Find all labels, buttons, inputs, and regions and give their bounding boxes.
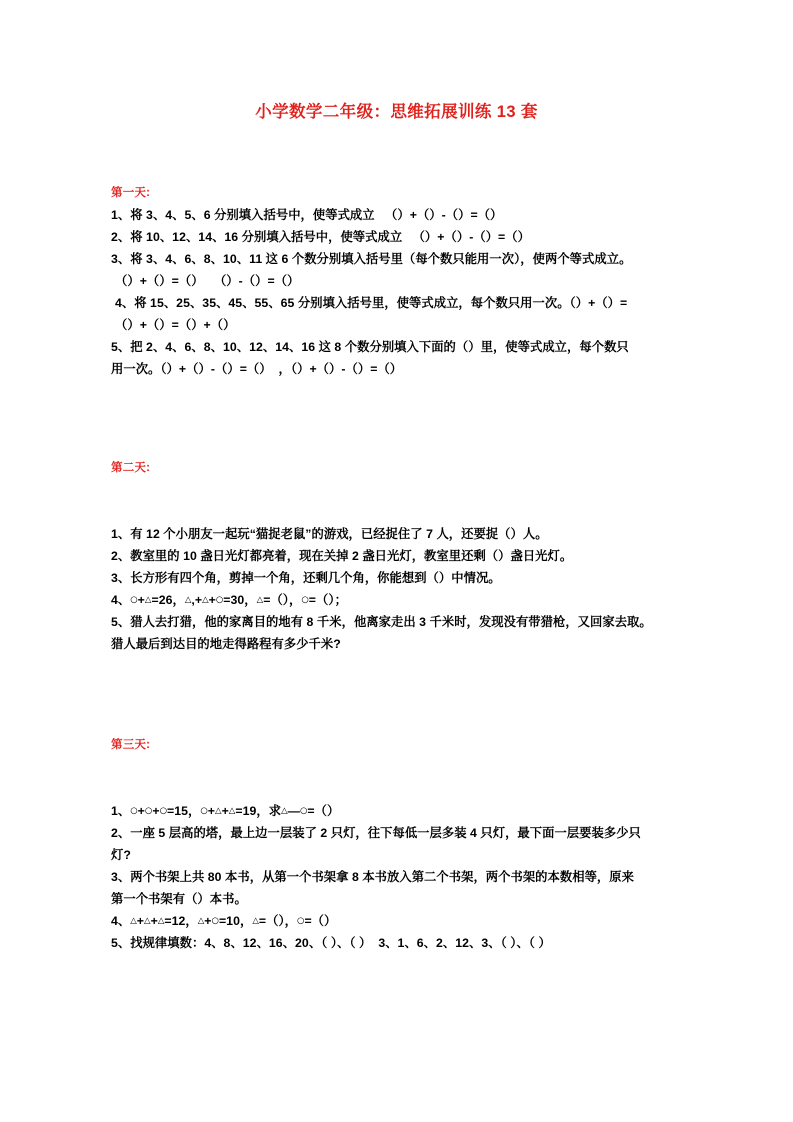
triangle-symbol: △: [144, 916, 151, 926]
triangle-symbol: △: [144, 595, 152, 605]
exercise-line: 用一次。（）+（）-（）=（） ，（）+（）-（）=（）: [111, 362, 403, 376]
circle-symbol: ○: [215, 595, 224, 605]
section-heading-day-2: 第二天:: [111, 462, 151, 474]
triangle-symbol: △: [197, 916, 205, 926]
exercise-line: （）+（）=（）+（）: [115, 318, 236, 332]
triangle-symbol: △: [281, 806, 288, 816]
circle-symbol: ○: [130, 806, 138, 816]
exercise-line: 4、将 15、25、35、45、55、65 分别填入括号里，使等式成立，每个数只用一次。（）+（）=: [115, 296, 628, 310]
exercise-line: 5、猎人去打猎，他的家离目的地有 8 千米，他离家走出 3 千米时，发现没有带猎枪，又回家去取。: [111, 615, 652, 629]
triangle-symbol: △: [202, 595, 209, 605]
circle-symbol: ○: [211, 916, 219, 926]
exercise-line: 灯?: [111, 848, 131, 862]
triangle-symbol: △: [256, 595, 264, 605]
section-heading-day-1: 第一天:: [111, 187, 151, 199]
section-day-3: [111, 735, 689, 954]
circle-symbol: ○: [301, 595, 309, 605]
exercise-line: 2、教室里的 10 盏日光灯都亮着，现在关掉 2 盏日光灯，教室里还剩（）盏日光灯。: [111, 549, 573, 563]
triangle-symbol: △: [215, 806, 222, 816]
exercise-line: 第一个书架有（）本书。: [111, 892, 247, 906]
circle-symbol: ○: [130, 595, 138, 605]
section-day-1: [111, 183, 689, 380]
section-day-2: [111, 458, 689, 655]
circle-symbol: ○: [299, 806, 308, 816]
exercise-line: 2、将 10、12、14、16 分别填入括号中，使等式成立 （）+（）-（）=（）: [111, 230, 530, 244]
exercise-line-symbols: 1、○+○+○=15，○+△+△=19，求△—○=（）: [111, 804, 340, 818]
exercise-line: 5、找规律填数：4、8、12、16、20、（ ）、（ ） 3、1、6、2、12、3、（ ）、（ ）: [111, 936, 551, 950]
exercise-line: 1、有 12 个小朋友一起玩“猫捉老鼠”的游戏，已经捉住了 7 人，还要捉（）人。: [111, 527, 548, 541]
exercise-line: （）+（）=（） （）-（）=（）: [115, 274, 300, 288]
triangle-symbol: △: [157, 916, 165, 926]
section-gap: [111, 380, 689, 458]
exercise-line: 3、两个书架上共 80 本书，从第一个书架拿 8 本书放入第二个书架，两个书架的本数相等，原来: [111, 870, 634, 884]
exercise-line: 3、长方形有四个角，剪掉一个角，还剩几个角，你能想到（）中情况。: [111, 571, 501, 585]
document-body: [111, 183, 689, 954]
page-title: 小学数学二年级：思维拓展训练 13 套: [255, 103, 538, 121]
exercise-line-symbols: 4、△+△+△=12，△+○=10，△=（），○=（）: [111, 914, 337, 928]
circle-symbol: ○: [144, 806, 153, 816]
heading-gap: [111, 479, 689, 523]
triangle-symbol: △: [130, 916, 137, 926]
exercise-line: 3、将 3、4、6、8、10、11 这 6 个数分别填入括号里（每个数只能用一次），使两个等式成立。: [111, 252, 632, 266]
exercise-line-symbols: 4、○+△=26，△,+△+○=30，△=（），○=（）；: [111, 593, 347, 607]
exercise-line: 猎人最后到达目的地走得路程有多少千米?: [111, 637, 341, 651]
circle-symbol: ○: [200, 806, 208, 816]
exercise-line: 1、将 3、4、5、6 分别填入括号中，使等式成立 （）+（）-（）=（）: [111, 208, 503, 222]
section-heading-day-3: 第三天:: [111, 739, 151, 751]
triangle-symbol: △: [184, 595, 192, 605]
circle-symbol: ○: [297, 916, 305, 926]
section-gap: [111, 655, 689, 735]
exercise-line: 2、一座 5 层高的塔，最上边一层装了 2 只灯，往下每低一层多装 4 只灯，最下面一层要装多少只: [111, 826, 641, 840]
circle-symbol: ○: [159, 806, 167, 816]
exercise-line: 5、把 2、4、6、8、10、12、14、16 这 8 个数分别填入下面的（）里，使等式成立，每个数只: [111, 340, 629, 354]
triangle-symbol: △: [252, 916, 259, 926]
heading-gap: [111, 756, 689, 800]
triangle-symbol: △: [228, 806, 236, 816]
